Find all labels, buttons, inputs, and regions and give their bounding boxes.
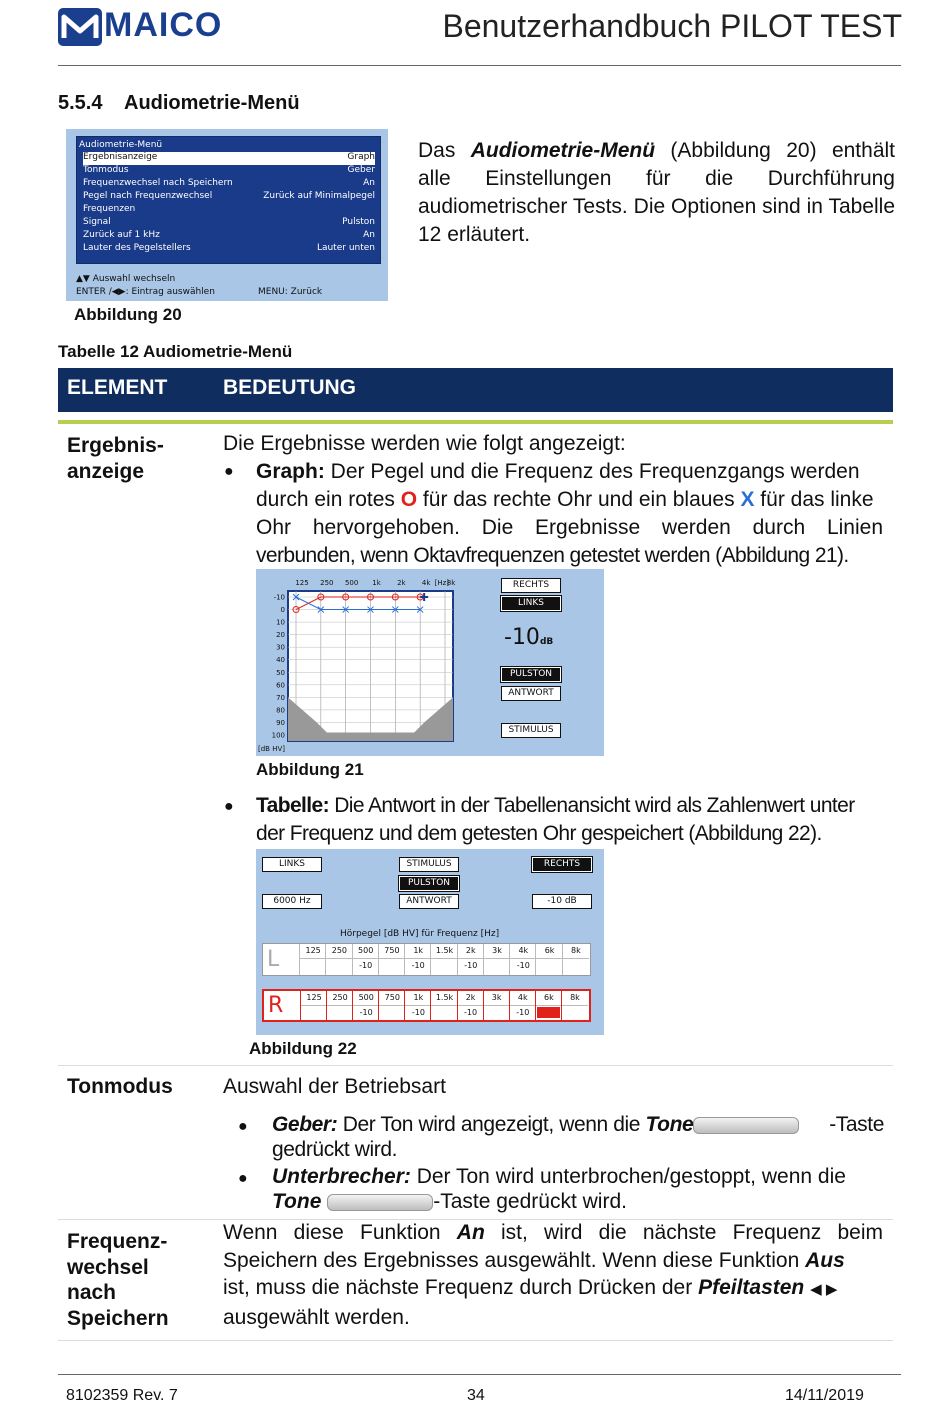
tone-mode-intro: Auswahl der Betriebsart (223, 1075, 446, 1098)
level-value: -10 (464, 1008, 478, 1017)
y-tick-label: -10 (273, 593, 285, 602)
table-cell (300, 991, 327, 1020)
level-readout (504, 625, 553, 650)
menu-row[interactable] (83, 152, 375, 165)
tone-key-icon (693, 1117, 799, 1134)
level-value: -10 (464, 961, 478, 970)
menu-row-label: Frequenzwechsel nach Speichern (83, 178, 233, 188)
left-ear-button[interactable]: LINKS (262, 857, 322, 872)
section-title: Audiometrie-Menü (124, 92, 300, 114)
table-description: Tabelle: Die Antwort in der Tabellenansicht wird als Zahlenwert unter der Frequenz und dem getesten Ohr gespeichert (Abbildung 22). (256, 794, 855, 845)
table-cell (326, 991, 353, 1020)
frequency-header: 500 (353, 991, 379, 1006)
stimulus-button[interactable]: STIMULUS (399, 857, 459, 872)
level-value: -10 (411, 961, 425, 970)
graph-description: Graph: Der Pegel und die Frequenz des Frequenzgangs werden durch ein rotes O für das rechte Ohr und ein blaues X für das linke Ohr hervorgehoben. Die Ergebnisse werden durch Linien verbunden, wenn Oktavfrequenzen getestet werden (Abbildung 21). (256, 460, 883, 567)
level-value: -10 (359, 1008, 373, 1017)
footer-doc-number: 8102359 Rev. 7 (66, 1387, 178, 1404)
menu-row[interactable] (83, 230, 375, 243)
table-header (58, 368, 893, 412)
footer-date: 14/11/2019 (785, 1387, 864, 1404)
menu-row-label: Tonmodus (83, 165, 129, 175)
table-cell (404, 944, 431, 975)
audiogram-screen (256, 569, 604, 756)
bullet-icon: ● (238, 1118, 248, 1135)
frequency-header: 2k (458, 944, 484, 959)
level-value: -10 (359, 961, 373, 970)
bullet-icon: ● (238, 1170, 248, 1187)
figure-caption-20: Abbildung 20 (74, 305, 182, 324)
level-value: -10 (411, 1008, 425, 1017)
frequency-header: 125 (301, 991, 327, 1006)
table-cell (299, 944, 326, 975)
table-cell (483, 991, 510, 1020)
level-value: -10 (516, 1008, 530, 1017)
frequency-header: 6k (536, 991, 562, 1006)
menu-row[interactable] (83, 165, 375, 178)
left-ear-label: L (267, 947, 280, 972)
frequency-header: 4k (510, 991, 536, 1006)
right-ear-label: R (268, 993, 284, 1018)
tone-key-icon (327, 1194, 433, 1211)
result-table-screen (256, 849, 604, 1035)
header-accent-line (58, 420, 893, 424)
y-tick-label: 10 (276, 618, 285, 627)
menu-row-value: Pulston (342, 217, 375, 227)
menu-row-label: Zurück auf 1 kHz (83, 230, 160, 240)
left-ear-button[interactable]: LINKS (501, 596, 561, 611)
pulse-tone-button[interactable]: PULSTON (501, 667, 561, 682)
y-tick-label: 70 (276, 693, 285, 702)
x-tick-label: 250 (320, 579, 334, 587)
table-cell (457, 991, 484, 1020)
y-tick-label: 100 (271, 731, 285, 740)
result-intro: Die Ergebnisse werden wie folgt angezeigt: (223, 432, 626, 455)
level-unit: dB (539, 637, 554, 647)
menu-row-value: An (363, 230, 375, 240)
menu-row[interactable] (83, 178, 375, 191)
menu-row-label: Signal (83, 217, 111, 227)
menu-hint-enter: ENTER /◀▶: Eintrag auswählen (76, 287, 215, 297)
menu-row-label: Frequenzen (83, 204, 136, 214)
menu-row[interactable] (83, 243, 375, 256)
menu-row-label: Lauter des Pegelstellers (83, 243, 191, 253)
up-down-arrow-icon: ▲▼ (76, 274, 93, 284)
stimulus-button[interactable]: STIMULUS (501, 723, 561, 738)
right-ear-button[interactable]: RECHTS (532, 857, 592, 872)
left-ear-table (262, 943, 591, 976)
y-tick-label: 60 (276, 681, 285, 690)
menu-row-value: An (363, 178, 375, 188)
column-header-meaning: BEDEUTUNG (223, 376, 357, 399)
table-cell (325, 944, 352, 975)
menu-row-label: Pegel nach Frequenzwechsel (83, 191, 213, 201)
table-cell (562, 944, 589, 975)
x-unit-label: [Hz] (434, 579, 449, 587)
frequency-header: 500 (353, 944, 379, 959)
menu-row-value: Graph (347, 152, 375, 162)
menu-row-value: Geber (347, 165, 375, 175)
x-tick-label: 8k (446, 579, 456, 587)
menu-panel (76, 136, 381, 264)
menu-hint-text: Auswahl wechseln (92, 274, 176, 284)
table-cell (430, 991, 457, 1020)
header-divider (58, 65, 901, 66)
frequency-header: 3k (484, 991, 510, 1006)
y-tick-label: 20 (276, 631, 285, 640)
table-caption: Tabelle 12 Audiometrie-Menü (58, 342, 293, 361)
row-divider (58, 1065, 893, 1066)
level-display: -10 dB (532, 894, 592, 909)
menu-hint-select (76, 274, 175, 284)
bullet-icon: ● (224, 798, 234, 815)
frequency-header: 6k (536, 944, 562, 959)
frequency-header: 1k (405, 991, 431, 1006)
menu-row-label: Ergebnisanzeige (83, 152, 158, 162)
tone-mode-option-geber: Geber: Der Ton wird angezeigt, wenn die Tone -Taste gedrückt wird. (272, 1113, 884, 1161)
table-cell (457, 944, 484, 975)
answer-button[interactable]: ANTWORT (501, 686, 561, 701)
frequency-header: 8k (562, 991, 588, 1006)
right-ear-button[interactable]: RECHTS (501, 578, 561, 593)
page-number: 34 (467, 1387, 485, 1404)
audiometry-menu-screen (66, 129, 388, 301)
row-label-tone-mode: Tonmodus (67, 1075, 173, 1098)
menu-hint-back: MENU: Zurück (258, 287, 323, 297)
figure-caption-21: Abbildung 21 (256, 760, 364, 779)
frequency-change-description: Wenn diese Funktion An ist, wird die nächste Frequenz beim Speichern des Ergebnisses ausgewählt. Wenn diese Funktion Aus ist, muss die nächste Frequenz durch Drücken der Pfeiltasten ◀ ▶ ausgewählt werden. (223, 1221, 884, 1329)
frequency-header: 3k (484, 944, 510, 959)
figure-caption-22: Abbildung 22 (249, 1039, 357, 1058)
y-tick-label: 30 (276, 643, 285, 652)
y-unit-label: [dB HV] (258, 745, 285, 753)
table-title: Hörpegel [dB HV] für Frequenz [Hz] (340, 929, 500, 939)
frequency-header: 250 (326, 944, 352, 959)
arrow-left-right-icon: ◀ ▶ (810, 1281, 838, 1298)
table-cell (352, 944, 379, 975)
menu-row[interactable] (83, 191, 375, 204)
footer-divider (58, 1374, 901, 1375)
frequency-header: 1k (405, 944, 431, 959)
table-cell (483, 944, 510, 975)
y-tick-label: 50 (276, 668, 285, 677)
section-number: 5.5.4 (58, 92, 103, 114)
menu-title: Audiometrie-Menü (79, 140, 163, 150)
table-cell (378, 991, 405, 1020)
y-tick-label: 80 (276, 706, 285, 715)
y-tick-label: 40 (276, 656, 285, 665)
table-cell (509, 944, 536, 975)
menu-row[interactable] (83, 217, 375, 230)
frequency-header: 1.5k (431, 944, 457, 959)
intro-paragraph: Das Audiometrie-Menü (Abbildung 20) enthält alle Einstellungen für die Durchführung audiometrischer Tests. Die Optionen sind in Tabelle 12 erläutert. (418, 139, 895, 246)
table-cell (535, 944, 562, 975)
frequency-header: 750 (379, 944, 405, 959)
logo-text: MAICO (104, 6, 223, 44)
frequency-header: 8k (563, 944, 589, 959)
x-tick-label: 2k (397, 579, 406, 587)
menu-row-value: Zurück auf Minimalpegel (263, 191, 375, 201)
maico-logo-icon (58, 8, 102, 46)
table-cell (404, 991, 431, 1020)
selected-cell-marker (537, 1007, 560, 1018)
x-tick-label: 500 (344, 579, 359, 587)
row-label-frequency-change: Frequenz- wechsel nach Speichern (67, 1230, 169, 1330)
document-title: Benutzerhandbuch PILOT TEST (442, 8, 902, 44)
row-label-result-display: Ergebnis- anzeige (67, 434, 164, 483)
frequency-header: 1.5k (431, 991, 457, 1006)
row-divider (58, 1340, 893, 1341)
y-tick-label: 0 (280, 606, 285, 615)
menu-row-value: Lauter unten (316, 243, 375, 253)
frequency-header: 750 (379, 991, 405, 1006)
x-tick-label: 125 (295, 579, 309, 587)
table-cell (509, 991, 536, 1020)
frequency-header: 2k (458, 991, 484, 1006)
bullet-icon: ● (224, 463, 234, 480)
tone-mode-option-interrupter: Unterbrecher: Der Ton wird unterbrochen/gestoppt, wenn die Tone -Taste gedrückt wird. (272, 1165, 846, 1213)
level-value: -10 (516, 961, 530, 970)
pulse-tone-button[interactable]: PULSTON (399, 876, 459, 891)
table-cell (561, 991, 588, 1020)
column-header-element: ELEMENT (67, 376, 168, 399)
menu-row[interactable] (83, 204, 375, 217)
answer-button[interactable]: ANTWORT (399, 894, 459, 909)
section-heading (58, 92, 300, 115)
frequency-header: 250 (327, 991, 353, 1006)
x-tick-label: 1k (372, 579, 381, 587)
level-value: -10 (504, 625, 540, 650)
table-cell (430, 944, 457, 975)
x-tick-label: 4k (421, 579, 431, 587)
table-cell (378, 944, 405, 975)
frequency-display: 6000 Hz (262, 894, 322, 909)
frequency-header: 125 (300, 944, 326, 959)
frequency-header: 4k (510, 944, 536, 959)
table-cell (352, 991, 379, 1020)
y-tick-label: 90 (276, 718, 285, 727)
right-ear-table (262, 989, 591, 1022)
